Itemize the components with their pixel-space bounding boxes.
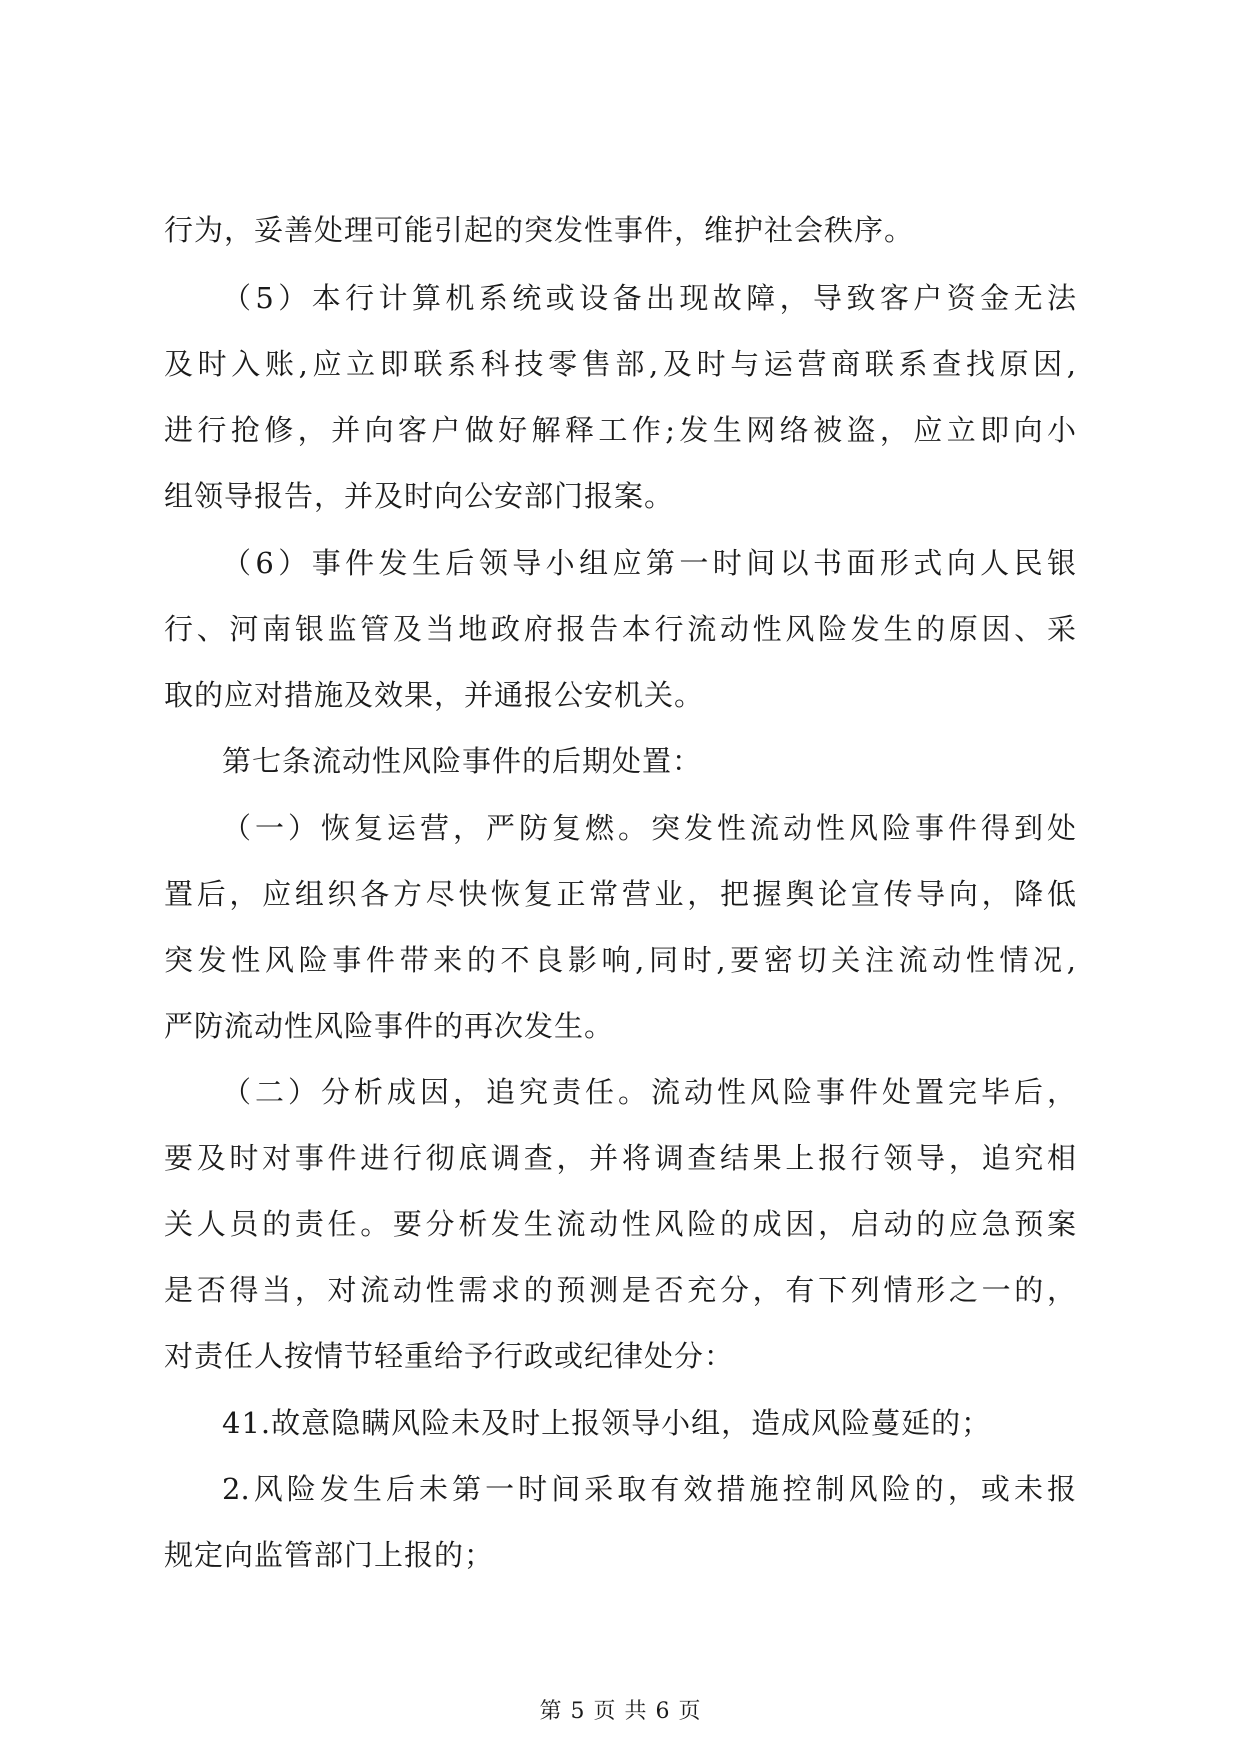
text-line-7: 行、河南银监管及当地政府报告本行流动性风险发生的原因、采 [164,612,1076,646]
text-line-15: 要及时对事件进行彻底调查，并将调查结果上报行领导，追究相 [164,1141,1076,1175]
text-line-9: 第七条流动性风险事件的后期处置： [222,744,703,778]
text-line-5: 组领导报告，并及时向公安部门报案。 [164,479,675,513]
text-line-11: 置后，应组织各方尽快恢复正常营业，把握舆论宣传导向，降低 [164,877,1076,911]
text-line-19: 41.故意隐瞒风险未及时上报领导小组，造成风险蔓延的； [222,1406,992,1440]
text-line-4: 进行抢修，并向客户做好解释工作;发生网络被盗，应立即向小 [164,413,1076,447]
text-line-10: （一）恢复运营，严防复燃。突发性流动性风险事件得到处 [222,811,1076,845]
text-line-12: 突发性风险事件带来的不良影响,同时,要密切关注流动性情况, [164,943,1076,977]
text-line-17: 是否得当，对流动性需求的预测是否充分，有下列情形之一的， [164,1273,1076,1307]
text-line-16: 关人员的责任。要分析发生流动性风险的成因，启动的应急预案 [164,1207,1076,1241]
text-line-1: 行为，妥善处理可能引起的突发性事件，维护社会秩序。 [164,213,915,247]
text-line-13: 严防流动性风险事件的再次发生。 [164,1009,615,1043]
text-line-3: 及时入账,应立即联系科技零售部,及时与运营商联系查找原因, [164,347,1076,381]
text-line-6: （6）事件发生后领导小组应第一时间以书面形式向人民银 [222,546,1076,580]
text-line-14: （二）分析成因，追究责任。流动性风险事件处置完毕后， [222,1075,1076,1109]
page-footer: 第 5 页 共 6 页 [539,1699,702,1724]
text-line-21: 规定向监管部门上报的； [164,1538,495,1572]
text-line-18: 对责任人按情节轻重给予行政或纪律处分： [164,1339,735,1373]
text-line-20: 2.风险发生后未第一时间采取有效措施控制风险的，或未报 [222,1472,1076,1506]
text-line-8: 取的应对措施及效果，并通报公安机关。 [164,678,705,712]
text-line-2: （5）本行计算机系统或设备出现故障，导致客户资金无法 [222,281,1076,315]
